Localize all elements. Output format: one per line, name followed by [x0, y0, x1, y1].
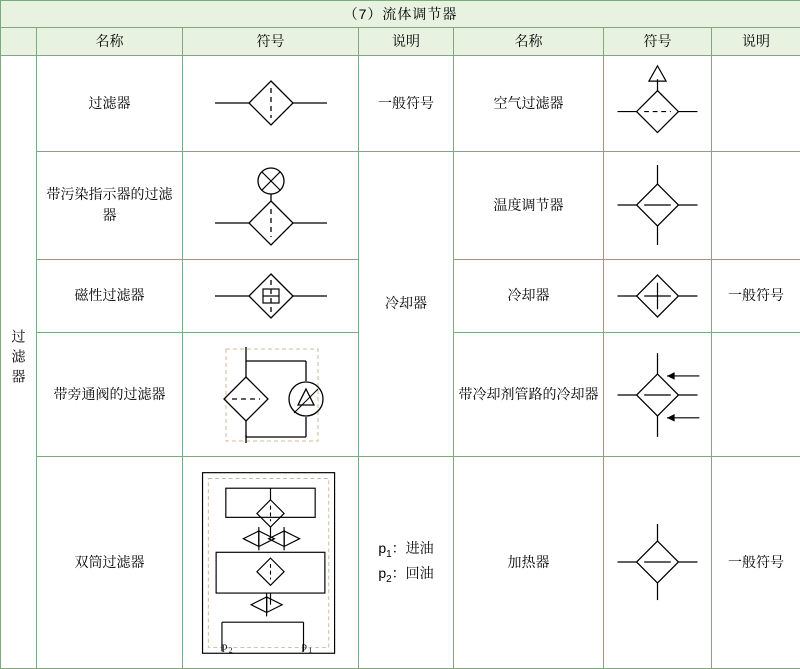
- cell-name-filter-contamination: 带污染指示器的过滤器: [37, 151, 183, 259]
- row-group-label-filter: 过滤器: [1, 55, 37, 668]
- cell-symbol-air-filter: [604, 55, 712, 151]
- header-symbol-left: 符号: [183, 28, 359, 55]
- desc-line-p1: [363, 537, 449, 563]
- cell-symbol-filter-bypass: [183, 333, 359, 456]
- cell-symbol-heater: [604, 456, 712, 668]
- cell-symbol-filter-contamination: [183, 151, 359, 259]
- cell-desc-general-symbol-2: 一般符号: [712, 259, 800, 333]
- cell-name-filter: 过滤器: [37, 55, 183, 151]
- cell-desc-general-symbol-1: 一般符号: [359, 55, 454, 151]
- cell-name-duplex-filter: 双筒过滤器: [37, 456, 183, 668]
- p1-label: p: [378, 539, 387, 556]
- table-row: [1, 151, 800, 259]
- temperature-regulator-icon: [608, 154, 707, 257]
- cell-symbol-duplex-filter: [183, 456, 359, 668]
- p2-text: ：回油: [391, 565, 434, 582]
- svg-text:p: p: [301, 640, 307, 653]
- header-name-left: 名称: [37, 28, 183, 55]
- table-row: [1, 55, 800, 151]
- filter-general-icon: [187, 58, 354, 149]
- table-title-row: [1, 1, 800, 28]
- svg-text:p: p: [221, 640, 228, 653]
- cell-desc-temperature-regulator: [712, 151, 800, 259]
- cell-name-cooler: 冷却器: [454, 259, 604, 333]
- cell-desc-air-filter: [712, 55, 800, 151]
- header-desc-left: 说明: [359, 28, 454, 55]
- cell-name-air-filter: 空气过滤器: [454, 55, 604, 151]
- cell-name-magnetic-filter: 磁性过滤器: [37, 259, 183, 333]
- desc-line-p2: [363, 562, 449, 588]
- page-title: （7）流体调节器: [1, 1, 800, 28]
- p1-text: ：进油: [391, 539, 434, 556]
- duplex-filter-icon: [187, 459, 354, 666]
- p1-sub: 1: [386, 548, 392, 560]
- cell-name-temperature-regulator: 温度调节器: [454, 151, 604, 259]
- cell-desc-cooler: 冷却器: [359, 151, 454, 456]
- cell-symbol-magnetic-filter: [183, 259, 359, 333]
- cell-desc-duplex-filter: [359, 456, 454, 668]
- cell-desc-cooler-coolant-line: [712, 333, 800, 456]
- magnetic-filter-icon: [187, 262, 354, 331]
- filter-with-bypass-valve-icon: [187, 335, 354, 453]
- cell-desc-general-symbol-3: 一般符号: [712, 456, 800, 668]
- table-header-row: [1, 28, 800, 55]
- cooler-with-coolant-line-icon: [608, 335, 707, 453]
- cell-name-filter-bypass: 带旁通阀的过滤器: [37, 333, 183, 456]
- svg-text:1: 1: [308, 645, 313, 655]
- cell-name-heater: 加热器: [454, 456, 604, 668]
- cell-symbol-temperature-regulator: [604, 151, 712, 259]
- cell-symbol-cooler: [604, 259, 712, 333]
- filter-with-contamination-indicator-icon: [187, 154, 354, 257]
- cell-symbol-cooler-coolant-line: [604, 333, 712, 456]
- header-symbol-right: 符号: [604, 28, 712, 55]
- header-name-right: 名称: [454, 28, 604, 55]
- cell-symbol-filter-general: [183, 55, 359, 151]
- svg-text:2: 2: [228, 645, 233, 655]
- heater-icon: [608, 459, 707, 666]
- cell-name-cooler-coolant-line: 带冷却剂管路的冷却器: [454, 333, 604, 456]
- header-corner-cell: [1, 28, 37, 55]
- air-filter-icon: [608, 58, 707, 149]
- header-desc-right: 说明: [712, 28, 800, 55]
- cooler-icon: [608, 262, 707, 331]
- p2-sub: 2: [386, 574, 392, 586]
- p2-label: p: [378, 565, 387, 582]
- table-row: [1, 456, 800, 668]
